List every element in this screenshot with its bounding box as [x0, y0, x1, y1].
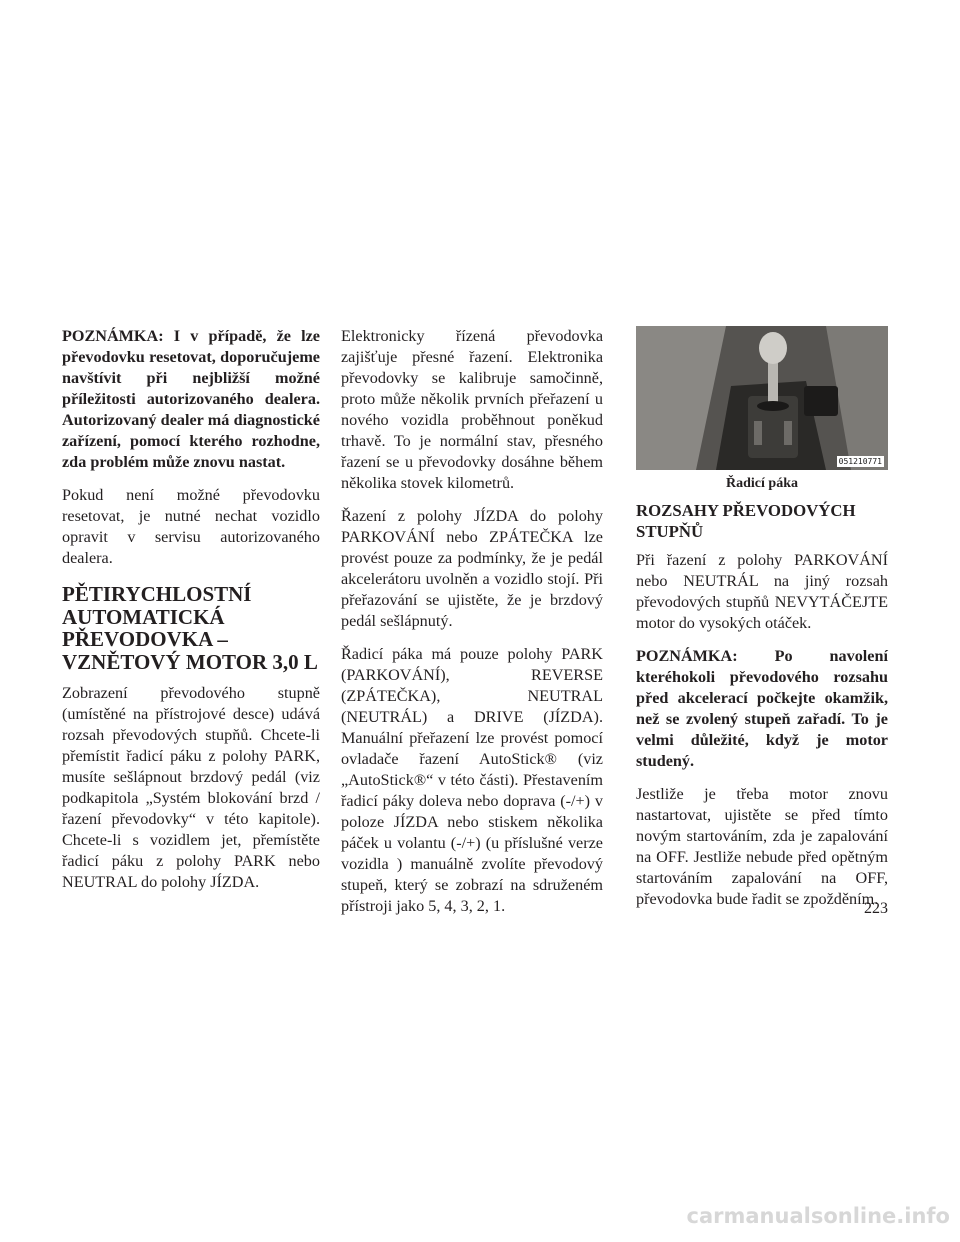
column-middle [341, 326, 603, 917]
section-heading-gear-ranges: ROZSAHY PŘEVODOVÝCH STUPŇŮ [636, 501, 856, 541]
image-caption: Řadicí páka [726, 476, 798, 491]
note-reset: POZNÁMKA: I v případě, že lze převodovku resetovat, doporučujeme navštívit při nejbližší možné příležitosti autorizovaného dealera. Autorizovaný dealer má diagnostické zařízení, pomocí kterého rozhodne, zda problém může znovu nastat. [62, 327, 320, 471]
paragraph-restart: Jestliže je třeba motor znovu nastartovat, ujistěte se před tímto novým startováním, zda je zapalování na OFF. Jestliže nebude před opětným startováním zapalování na OFF, převodovka bude řadit se zpožděním. [636, 785, 888, 908]
paragraph-no-rev: Při řazení z polohy PARKOVÁNÍ nebo NEUTRÁL na jiný rozsah převodových stupňů NEVYTÁČEJTE motor do vysokých otáček. [636, 551, 888, 632]
column-left [62, 326, 320, 893]
section-heading-transmission: PĚTIRYCHLOSTNÍ AUTOMATICKÁ PŘEVODOVKA – VZNĚTOVÝ MOTOR 3,0 L [62, 582, 318, 674]
paragraph-shift-drive-park: Řazení z polohy JÍZDA do polohy PARKOVÁNÍ nebo ZPÁTEČKA lze provést pouze za podmínky, že je pedál akcelerátoru uvolněn a vozidlo stojí. Při přeřazování se ujistěte, že je brzdový pedál sešlápnutý. [341, 507, 603, 630]
watermark: carmanualsonline.info [686, 1204, 950, 1228]
column-right [636, 326, 888, 910]
paragraph-gear-display: Zobrazení převodového stupně (umístěné na přístrojové desce) udává rozsah převodových stupňů. Chcete-li přemístit řadicí páku z polohy PARK, musíte sešlápnout brzdový pedál (viz podkapitola „Systém blokování brzd / řazení převodovky“ v této kapitole). Chcete-li s vozidlem jet, přemístěte řadicí páku z polohy PARK nebo NEUTRAL do polohy JÍZDA. [62, 684, 320, 891]
paragraph-electronic-control: Elektronicky řízená převodovka zajišťuje přesné řazení. Elektronika převodovky se kalibruje samočinně, proto může několik prvních přeřazení u nového vozidla proběhnout poněkud trhavě. To je normální stav, přesného řazení se u převodovky dosáhne během několika stovek kilometrů. [341, 327, 603, 492]
page-number: 223 [864, 900, 888, 917]
note-wait-engage: POZNÁMKA: Po navolení kteréhokoli převodového rozsahu před akcelerací počkejte okamžik, než se zvolený stupeň zařadí. To je velmi důležité, když je motor studený. [636, 647, 888, 770]
paragraph-repair: Pokud není možné převodovku resetovat, je nutné nechat vozidlo opravit v servisu autorizovaného dealera. [62, 486, 320, 567]
gear-shifter-photo [636, 326, 888, 470]
image-code: 051210771 [838, 457, 882, 466]
gear-shifter-illustration [636, 326, 888, 470]
paragraph-shifter-positions: Řadicí páka má pouze polohy PARK (PARKOVÁNÍ), REVERSE (ZPÁTEČKA), NEUTRAL (NEUTRÁL) a DRIVE (JÍZDA). Manuální přeřazení lze provést pomocí ovladače řazení AutoStick® (viz „AutoStick®“ v této části). Přestavením řadicí páky doleva nebo doprava (-/+) v poloze JÍZDA nebo stiskem několika páček u volantu (-/+) (u příslušné verze vozidla ) manuálně zvolíte převodový stupeň, který se zobrazí na sdruženém přístroji jako 5, 4, 3, 2, 1. [341, 645, 603, 915]
